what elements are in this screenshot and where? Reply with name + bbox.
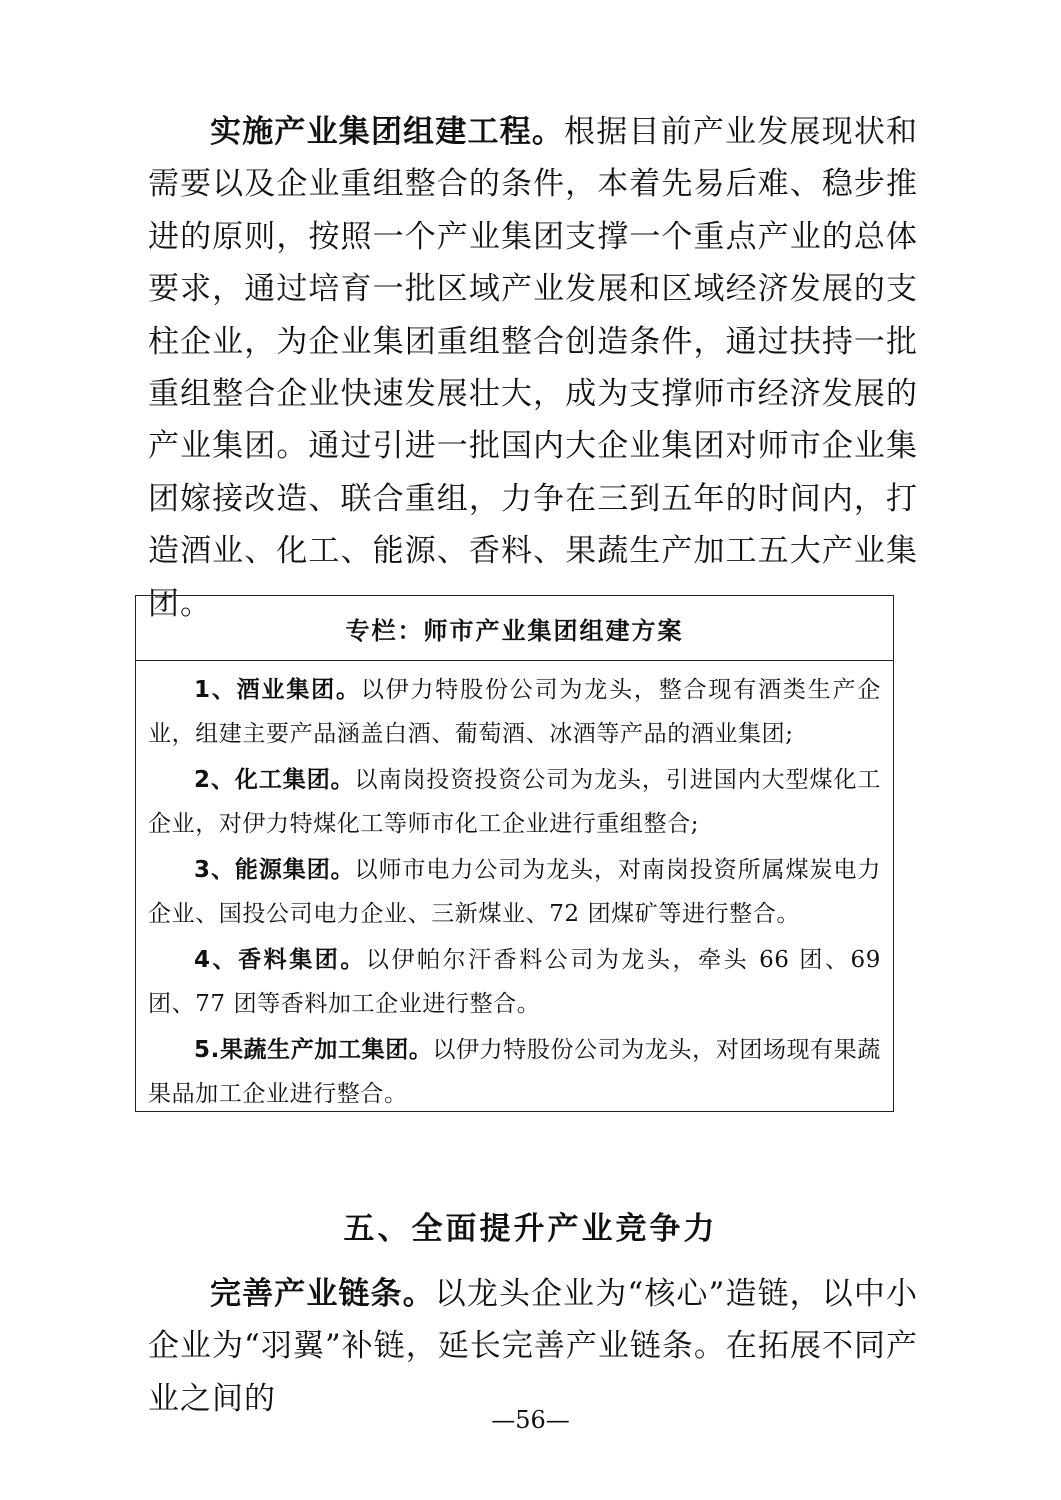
page-number: —56— — [491, 1406, 570, 1434]
chain-text: 以龙头企业为“核心”造链，以中小企业为“羽翼”补链，延长完善产业链条。在拓展不同产业之间的 — [148, 1276, 918, 1417]
column-item-spice — [148, 939, 881, 1026]
section-heading: 五、全面提升产业竞争力 — [343, 1211, 718, 1247]
column-item-lead: 2、化工集团。 — [194, 767, 355, 793]
intro-paragraph — [148, 106, 918, 630]
column-box — [135, 595, 894, 1112]
column-item-wine — [148, 669, 881, 756]
intro-text: 根据目前产业发展现状和需要以及企业重组整合的条件，本着先易后难、稳步推进的原则，按照一个产业集团支撑一个重点产业的总体要求，通过培育一批区域产业发展和区域经济发展的支柱企业，为企业集团重组整合创造条件，通过扶持一批重组整合企业快速发展壮大，成为支撑师市经济发展的产业集团。通过引进一批国内大企业集团对师市企业集团嫁接改造、联合重组，力争在三到五年的时间内，打造酒业、化工、能源、香料、果蔬生产加工五大产业集团。 — [148, 114, 919, 622]
column-item-text: 以师市电力公司为龙头，对南岗投资所属煤炭电力企业、国投公司电力企业、三新煤业、72 团煤矿等进行整合。 — [148, 857, 881, 927]
column-title: 专栏：师市产业集团组建方案 — [136, 596, 893, 661]
column-item-text: 以伊力特股份公司为龙头，对团场现有果蔬果品加工企业进行整合。 — [148, 1037, 881, 1107]
column-item-fruit-vegetable — [148, 1029, 881, 1116]
column-item-text: 以伊力特股份公司为龙头，整合现有酒类生产企业，组建主要产品涵盖白酒、葡萄酒、冰酒等产品的酒业集团; — [148, 677, 881, 747]
column-item-lead: 3、能源集团。 — [194, 857, 355, 883]
column-item-energy — [148, 849, 881, 936]
column-item-chemical — [148, 759, 881, 846]
chain-paragraph — [148, 1268, 918, 1425]
column-item-text: 以伊帕尔汗香料公司为龙头，牵头 66 团、69 团、77 团等香料加工企业进行整合。 — [148, 947, 881, 1017]
intro-lead: 实施产业集团组建工程。 — [210, 114, 565, 150]
column-item-text: 以南岗投资投资公司为龙头，引进国内大型煤化工企业，对伊力特煤化工等师市化工企业进行重组整合; — [148, 767, 881, 837]
column-body — [136, 661, 893, 1116]
column-item-lead: 5.果蔬生产加工集团。 — [194, 1037, 433, 1063]
chain-lead: 完善产业链条。 — [210, 1276, 435, 1312]
column-item-lead: 1、酒业集团。 — [194, 677, 361, 703]
column-item-lead: 4、香料集团。 — [194, 947, 366, 973]
